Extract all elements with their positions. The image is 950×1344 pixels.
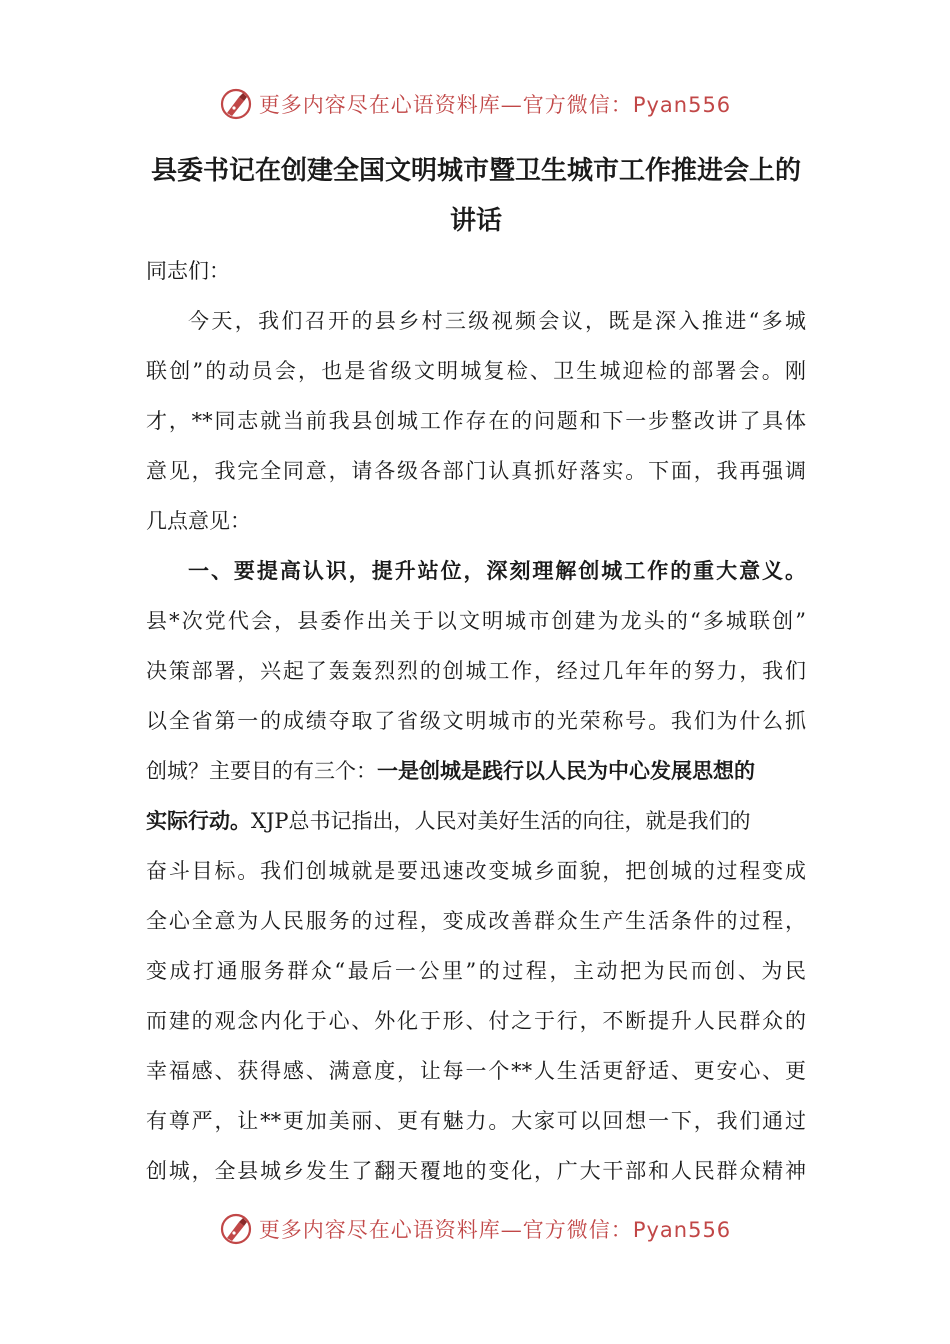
footer-banner-label: 更多内容尽在心语资料库—官方微信： <box>258 1218 633 1242</box>
paragraph-line: 今天，我们召开的县乡村三级视频会议，既是深入推进“多城 <box>188 309 806 333</box>
footer-wechat-id: Pyan556 <box>632 1218 732 1242</box>
paragraph-line: 而建的观念内化于心、外化于形、付之于行，不断提升人民群众的 <box>146 1009 806 1033</box>
paragraph-line-mixed <box>146 746 806 796</box>
header-wechat-id: Pyan556 <box>632 93 732 117</box>
paragraph-line: 才，**同志就当前我县创城工作存在的问题和下一步整改讲了具体 <box>146 409 806 433</box>
emphasis-text: 实际行动。 <box>146 809 251 833</box>
header-banner-text <box>259 89 731 119</box>
paragraph-text: 创城？主要目的有三个： <box>146 759 377 783</box>
footer-banner-text <box>259 1214 731 1244</box>
paragraph-line: 有尊严，让**更加美丽、更有魅力。大家可以回想一下，我们通过 <box>146 1109 806 1133</box>
header-banner-label: 更多内容尽在心语资料库—官方微信： <box>258 93 633 117</box>
paragraph-line: 联创”的动员会，也是省级文明城复检、卫生城迎检的部署会。刚 <box>146 359 806 383</box>
paragraph-line: 县*次党代会，县委作出关于以文明城市创建为龙头的“多城联创” <box>146 609 806 633</box>
document-title-line-1: 县委书记在创建全国文明城市暨卫生城市工作推进会上的 <box>150 156 801 186</box>
pen-nib-logo-icon <box>219 1212 253 1246</box>
pen-nib-logo-icon <box>219 87 253 121</box>
paragraph-line-mixed <box>146 796 806 846</box>
paragraph-line: 意见，我完全同意，请各级各部门认真抓好落实。下面，我再强调 <box>146 459 806 483</box>
paragraph-line: 决策部署，兴起了轰轰烈烈的创城工作，经过几年年的努力，我们 <box>146 659 806 683</box>
paragraph-line: 以全省第一的成绩夺取了省级文明城市的光荣称号。我们为什么抓 <box>146 709 806 733</box>
paragraph-text: XJP总书记指出，人民对美好生活的向往，就是我们的 <box>251 809 751 833</box>
paragraph-line: 幸福感、获得感、满意度，让每一个**人生活更舒适、更安心、更 <box>146 1059 806 1083</box>
document-title-line-2: 讲话 <box>449 206 502 236</box>
footer-banner <box>0 1209 950 1249</box>
salutation: 同志们： <box>146 259 230 283</box>
paragraph-line: 变成打通服务群众“最后一公里”的过程，主动把为民而创、为民 <box>146 959 806 983</box>
paragraph-line: 奋斗目标。我们创城就是要迅速改变城乡面貌，把创城的过程变成 <box>146 859 806 883</box>
section-heading-1: 一、要提高认识，提升站位，深刻理解创城工作的重大意义。 <box>188 559 806 583</box>
paragraph-line: 创城，全县城乡发生了翻天覆地的变化，广大干部和人民群众精神 <box>146 1159 806 1183</box>
header-banner <box>0 84 950 124</box>
paragraph-line: 几点意见： <box>146 509 251 533</box>
paragraph-line: 全心全意为人民服务的过程，变成改善群众生产生活条件的过程， <box>146 909 806 933</box>
emphasis-text: 一是创城是践行以人民为中心发展思想的 <box>377 759 755 783</box>
